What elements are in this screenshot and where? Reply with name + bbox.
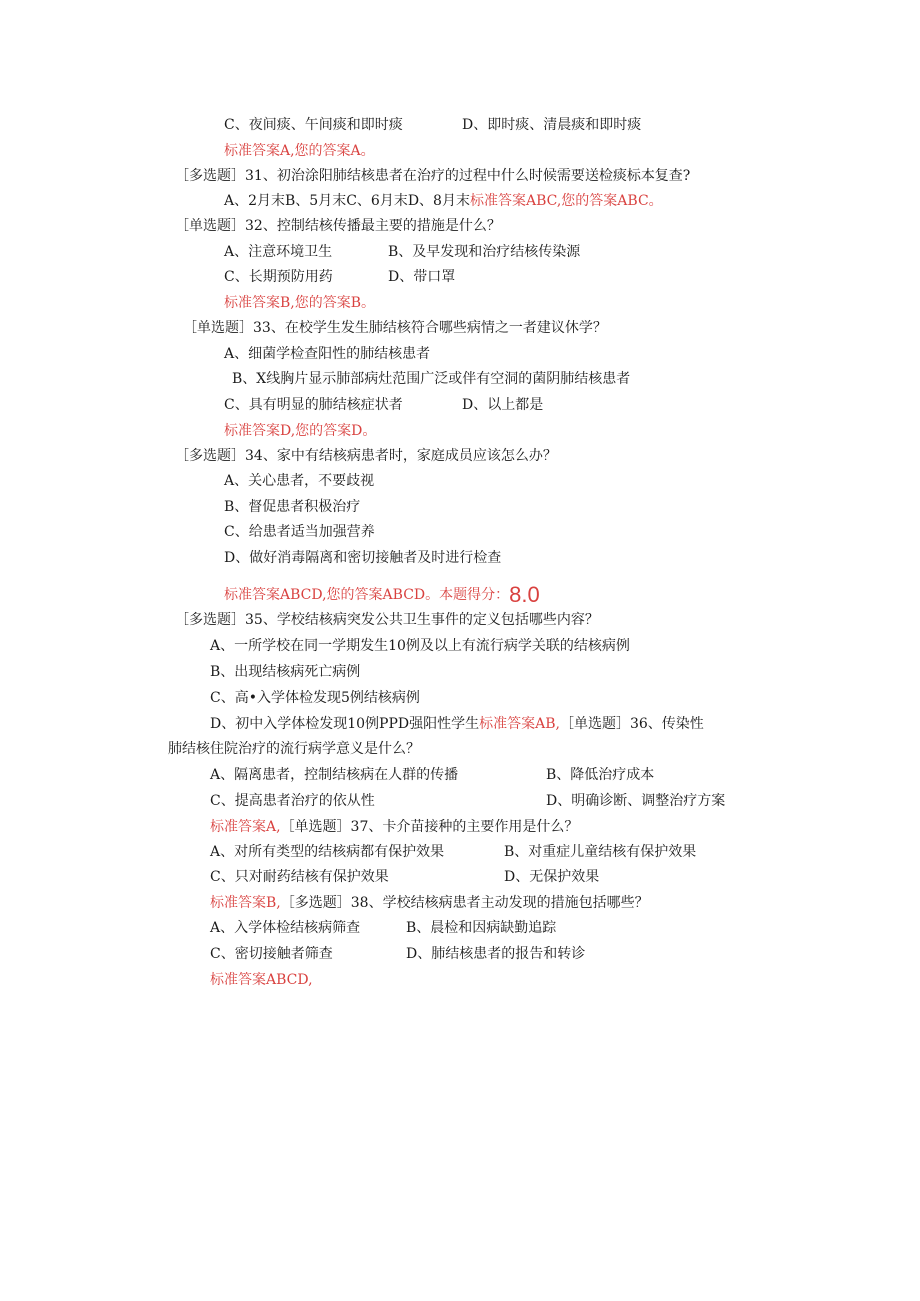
q37-option-a: A、对所有类型的结核病都有保护效果 xyxy=(210,844,445,860)
q30-option-d: D、即时痰、清晨痰和即时痰 xyxy=(462,117,642,133)
q33-option-d: D、以上都是 xyxy=(462,397,544,413)
q36-option-d: D、明确诊断、调整治疗方案 xyxy=(546,793,726,809)
q32-option-d: D、带口罩 xyxy=(388,269,456,285)
q31-answer: 标准答案ABC,您的答案ABC。 xyxy=(469,193,663,209)
q36-answer-line xyxy=(210,817,578,837)
q33-answer: 标准答案D,您的答案D。 xyxy=(224,423,377,439)
q34-option-c: C、给患者适当加强营养 xyxy=(224,524,375,540)
q36-question-cont: 肺结核住院治疗的流行病学意义是什么？ xyxy=(168,741,420,757)
q37-answer: 标准答案B, xyxy=(210,895,281,911)
q32-option-a: A、注意环境卫生 xyxy=(224,244,333,260)
q35-option-a: A、一所学校在同一学期发生10例及以上有流行病学关联的结核病例 xyxy=(210,638,630,654)
q34-option-d: D、做好消毒隔离和密切接触者及时进行检查 xyxy=(224,550,502,566)
q36-question-start: ［单选题］36、传染性 xyxy=(559,716,704,732)
q36-option-c: C、提高患者治疗的依从性 xyxy=(210,793,375,809)
q33-question: ［单选题］33、在校学生发生肺结核符合哪些病情之一者建议休学？ xyxy=(183,320,607,336)
q38-question: ［多选题］38、学校结核病患者主动发现的措施包括哪些？ xyxy=(280,895,649,911)
q32-option-c: C、长期预防用药 xyxy=(224,269,333,285)
q37-question: ［单选题］37、卡介苗接种的主要作用是什么？ xyxy=(280,819,579,835)
q35-option-d-line xyxy=(210,714,704,734)
q35-answer: 标准答案AB, xyxy=(479,716,560,732)
q30-option-c: C、夜间痰、午间痰和即时痰 xyxy=(224,117,403,133)
q33-option-c: C、具有明显的肺结核症状者 xyxy=(224,397,403,413)
q34-answer-line xyxy=(224,582,540,605)
q32-question: ［单选题］32、控制结核传播最主要的措施是什么？ xyxy=(175,218,501,234)
q38-option-d: D、肺结核患者的报告和转诊 xyxy=(406,946,586,962)
q38-option-b: B、晨检和因病缺勤追踪 xyxy=(406,920,557,936)
q38-answer: 标准答案ABCD, xyxy=(210,972,313,988)
q32-answer: 标准答案B,您的答案B。 xyxy=(224,295,376,311)
q37-answer-line xyxy=(210,893,649,913)
q31-options-text: A、2月末B、5月末C、6月末D、8月末 xyxy=(224,193,470,209)
q35-option-c: C、高•入学体检发现5例结核病例 xyxy=(210,690,420,706)
q34-question: ［多选题］34、家中有结核病患者时，家庭成员应该怎么办？ xyxy=(175,448,557,464)
q38-option-a: A、入学体检结核病筛查 xyxy=(210,920,361,936)
q37-option-b: B、对重症儿童结核有保护效果 xyxy=(504,844,697,860)
q35-question: ［多选题］35、学校结核病突发公共卫生事件的定义包括哪些内容？ xyxy=(175,612,599,628)
q37-option-d: D、无保护效果 xyxy=(504,869,600,885)
q34-answer: 标准答案ABCD,您的答案ABCD。本题得分： xyxy=(224,587,510,603)
q38-option-c: C、密切接触者筛查 xyxy=(210,946,333,962)
q32-option-b: B、及早发现和治疗结核传染源 xyxy=(388,244,581,260)
q35-option-b: B、出现结核病死亡病例 xyxy=(210,664,361,680)
q36-option-a: A、隔离患者，控制结核病在人群的传播 xyxy=(210,767,459,783)
q33-option-a: A、细菌学检查阳性的肺结核患者 xyxy=(224,346,431,362)
q35-option-d: D、初中入学体检发现10例PPD强阳性学生 xyxy=(210,716,480,732)
q31-options xyxy=(224,191,663,211)
q31-question: ［多选题］31、初治涂阳肺结核患者在治疗的过程中什么时候需要送检痰标本复查? xyxy=(175,168,691,184)
q37-option-c: C、只对耐药结核有保护效果 xyxy=(210,869,389,885)
q33-option-b: B、X线胸片显示肺部病灶范围广泛或伴有空洞的菌阴肺结核患者 xyxy=(232,371,631,387)
q34-score: 8.0 xyxy=(509,582,540,607)
q30-answer: 标准答案A,您的答案A。 xyxy=(224,143,375,159)
q36-option-b: B、降低治疗成本 xyxy=(546,767,655,783)
q34-option-b: B、督促患者积极治疗 xyxy=(224,499,361,515)
q34-option-a: A、关心患者，不要歧视 xyxy=(224,473,375,489)
q36-answer: 标准答案A, xyxy=(210,819,281,835)
